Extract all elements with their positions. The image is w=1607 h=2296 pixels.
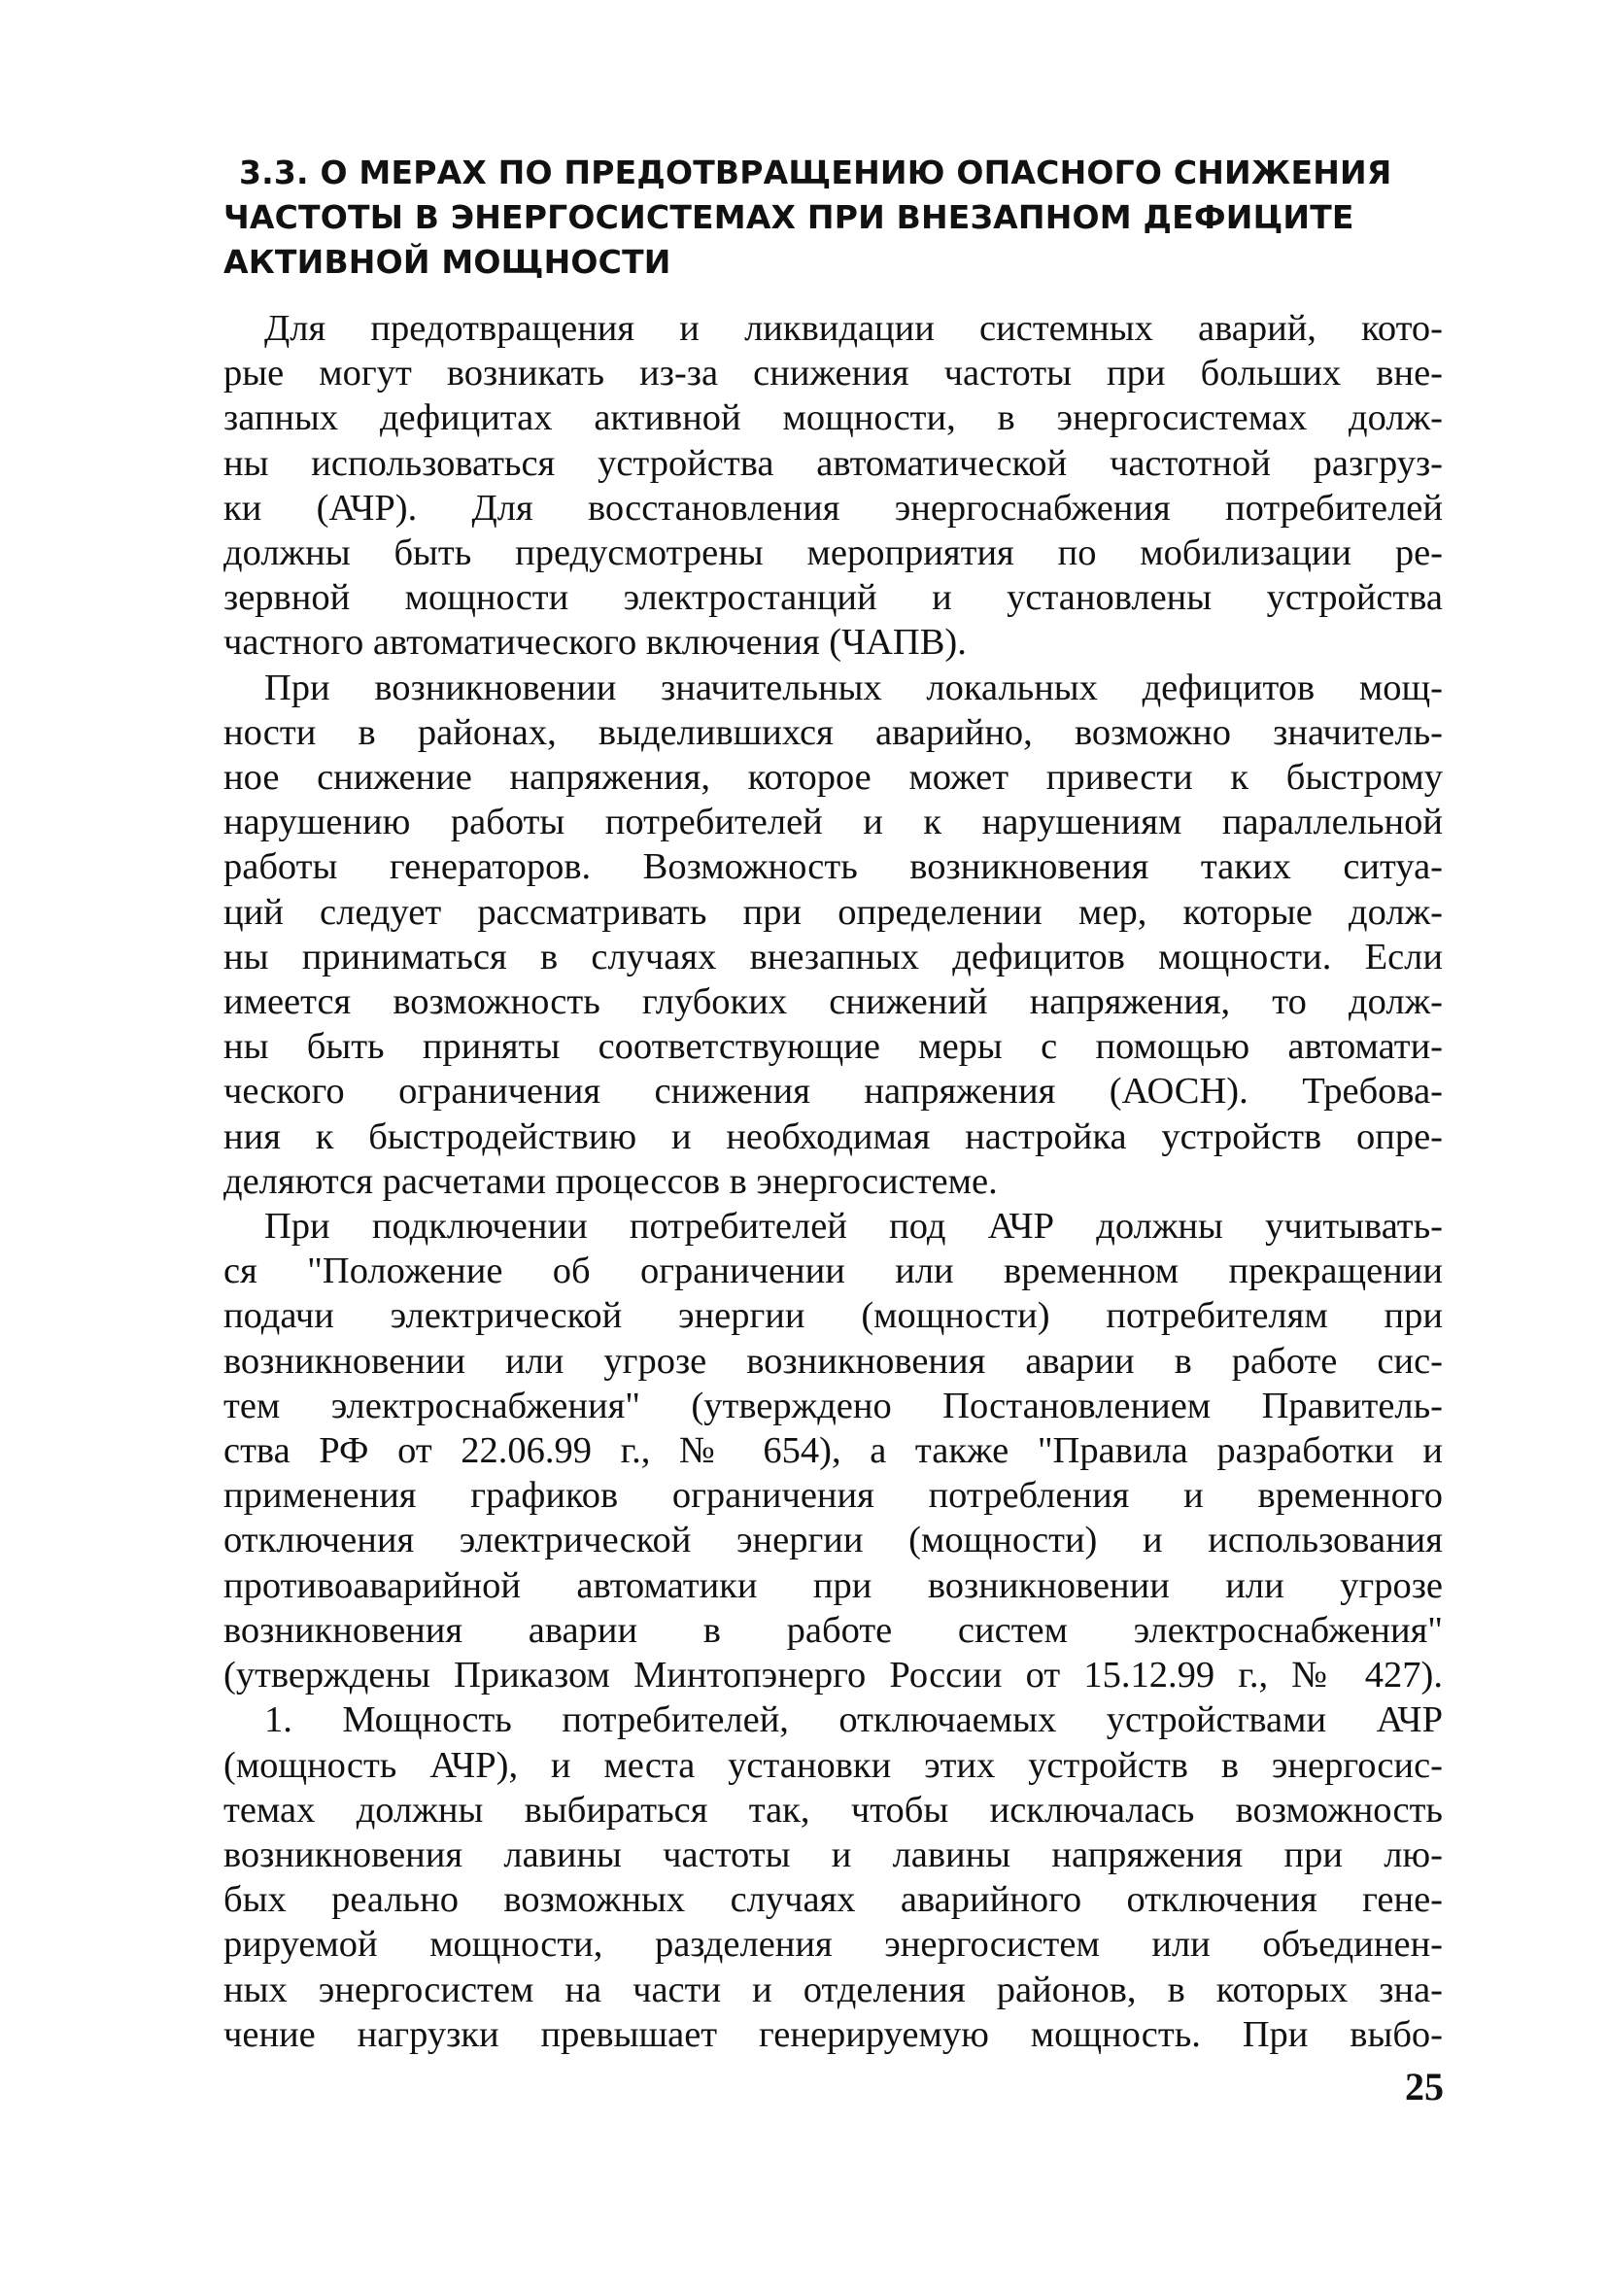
text-line: При возникновении значительных локальных дефицитов мощ- [264,667,1443,708]
text-line: ния к быстродействию и необходимая настройка устройств опре- [223,1115,1443,1157]
text-line: имеется возможность глубоких снижений напряжения, то долж- [223,981,1443,1023]
text-line: работы генераторов. Возможность возникновения таких ситуа- [223,846,1443,888]
text-line: частного автоматического включения (ЧАПВ). [223,622,967,664]
text-line: При подключении потребителей под АЧР должны учитывать- [264,1206,1443,1248]
text-line: Для предотвращения и ликвидации системных аварий, кото- [264,308,1443,349]
paragraph-1 [223,306,1443,666]
text-line: (мощность АЧР), и места установки этих устройств в энергосис- [223,1744,1443,1786]
paragraph-3 [223,1204,1443,1697]
text-line: возникновения аварии в работе систем электроснабжения" [223,1609,1443,1651]
paragraph-4 [223,1697,1443,2057]
text-line: противоаварийной автоматики при возникновении или угрозе [223,1564,1443,1606]
text-line: рируемой мощности, разделения энергосистем или объединен- [223,1924,1443,1966]
text-line: темах должны выбираться так, чтобы исключалась возможность [223,1789,1443,1831]
text-line: ства РФ от 22.06.99 г., № 654), а также "Правила разработки и [223,1430,1443,1472]
text-line: 1. Мощность потребителей, отключаемых устройствами АЧР [264,1699,1443,1741]
text-line: деляются расчетами процессов в энергосистеме. [223,1160,998,1202]
text-line: ческого ограничения снижения напряжения (АОСН). Требова- [223,1071,1443,1113]
text-line: отключения электрической энергии (мощности) и использования [223,1520,1443,1561]
text-line: ности в районах, выделившихся аварийно, возможно значитель- [223,711,1443,753]
heading-line: 3.3. О МЕРАХ ПО ПРЕДОТВРАЩЕНИЮ ОПАСНОГО СНИЖЕНИЯ [239,154,1392,191]
page-number: 25 [1405,2065,1444,2108]
text-line: ное снижение напряжения, которое может привести к быстрому [223,757,1443,799]
text-line: подачи электрической энергии (мощности) потребителям при [223,1295,1443,1337]
text-line: должны быть предусмотрены мероприятия по мобилизации ре- [223,532,1443,574]
text-line: ны использоваться устройства автоматической частотной разгруз- [223,442,1443,484]
section-heading [223,151,1443,285]
text-line: ся "Положение об ограничении или временном прекращении [223,1251,1443,1292]
document-page [223,151,1443,2057]
text-line: ны приниматься в случаях внезапных дефицитов мощности. Если [223,936,1443,977]
text-line: применения графиков ограничения потребления и временного [223,1475,1443,1517]
text-line: ных энергосистем на части и отделения районов, в которых зна- [223,1969,1443,2010]
text-line: запных дефицитах активной мощности, в энергосистемах долж- [223,397,1443,439]
text-line: тем электроснабжения" (утверждено Постановлением Правитель- [223,1385,1443,1426]
text-line: зервной мощности электростанций и установлены устройства [223,577,1443,619]
heading-line: ЧАСТОТЫ В ЭНЕРГОСИСТЕМАХ ПРИ ВНЕЗАПНОМ ДЕФИЦИТЕ [223,198,1354,236]
paragraph-2 [223,666,1443,1204]
text-line: ки (АЧР). Для восстановления энергоснабжения потребителей [223,487,1443,529]
text-line: (утверждены Приказом Минтопэнерго России от 15.12.99 г., № 427). [223,1655,1443,1696]
text-line: возникновения лавины частоты и лавины напряжения при лю- [223,1833,1443,1875]
heading-line: АКТИВНОЙ МОЩНОСТИ [223,243,671,281]
text-line: ны быть приняты соответствующие меры с помощью автомати- [223,1026,1443,1068]
text-line: нарушению работы потребителей и к нарушениям параллельной [223,802,1443,843]
text-line: возникновении или угрозе возникновения аварии в работе сис- [223,1340,1443,1382]
body-text [223,306,1443,2057]
text-line: рые могут возникать из-за снижения частоты при больших вне- [223,353,1443,394]
text-line: чение нагрузки превышает генерируемую мощность. При выбо- [223,2013,1443,2055]
text-line: ций следует рассматривать при определении мер, которые долж- [223,891,1443,933]
text-line: бых реально возможных случаях аварийного отключения гене- [223,1879,1443,1921]
